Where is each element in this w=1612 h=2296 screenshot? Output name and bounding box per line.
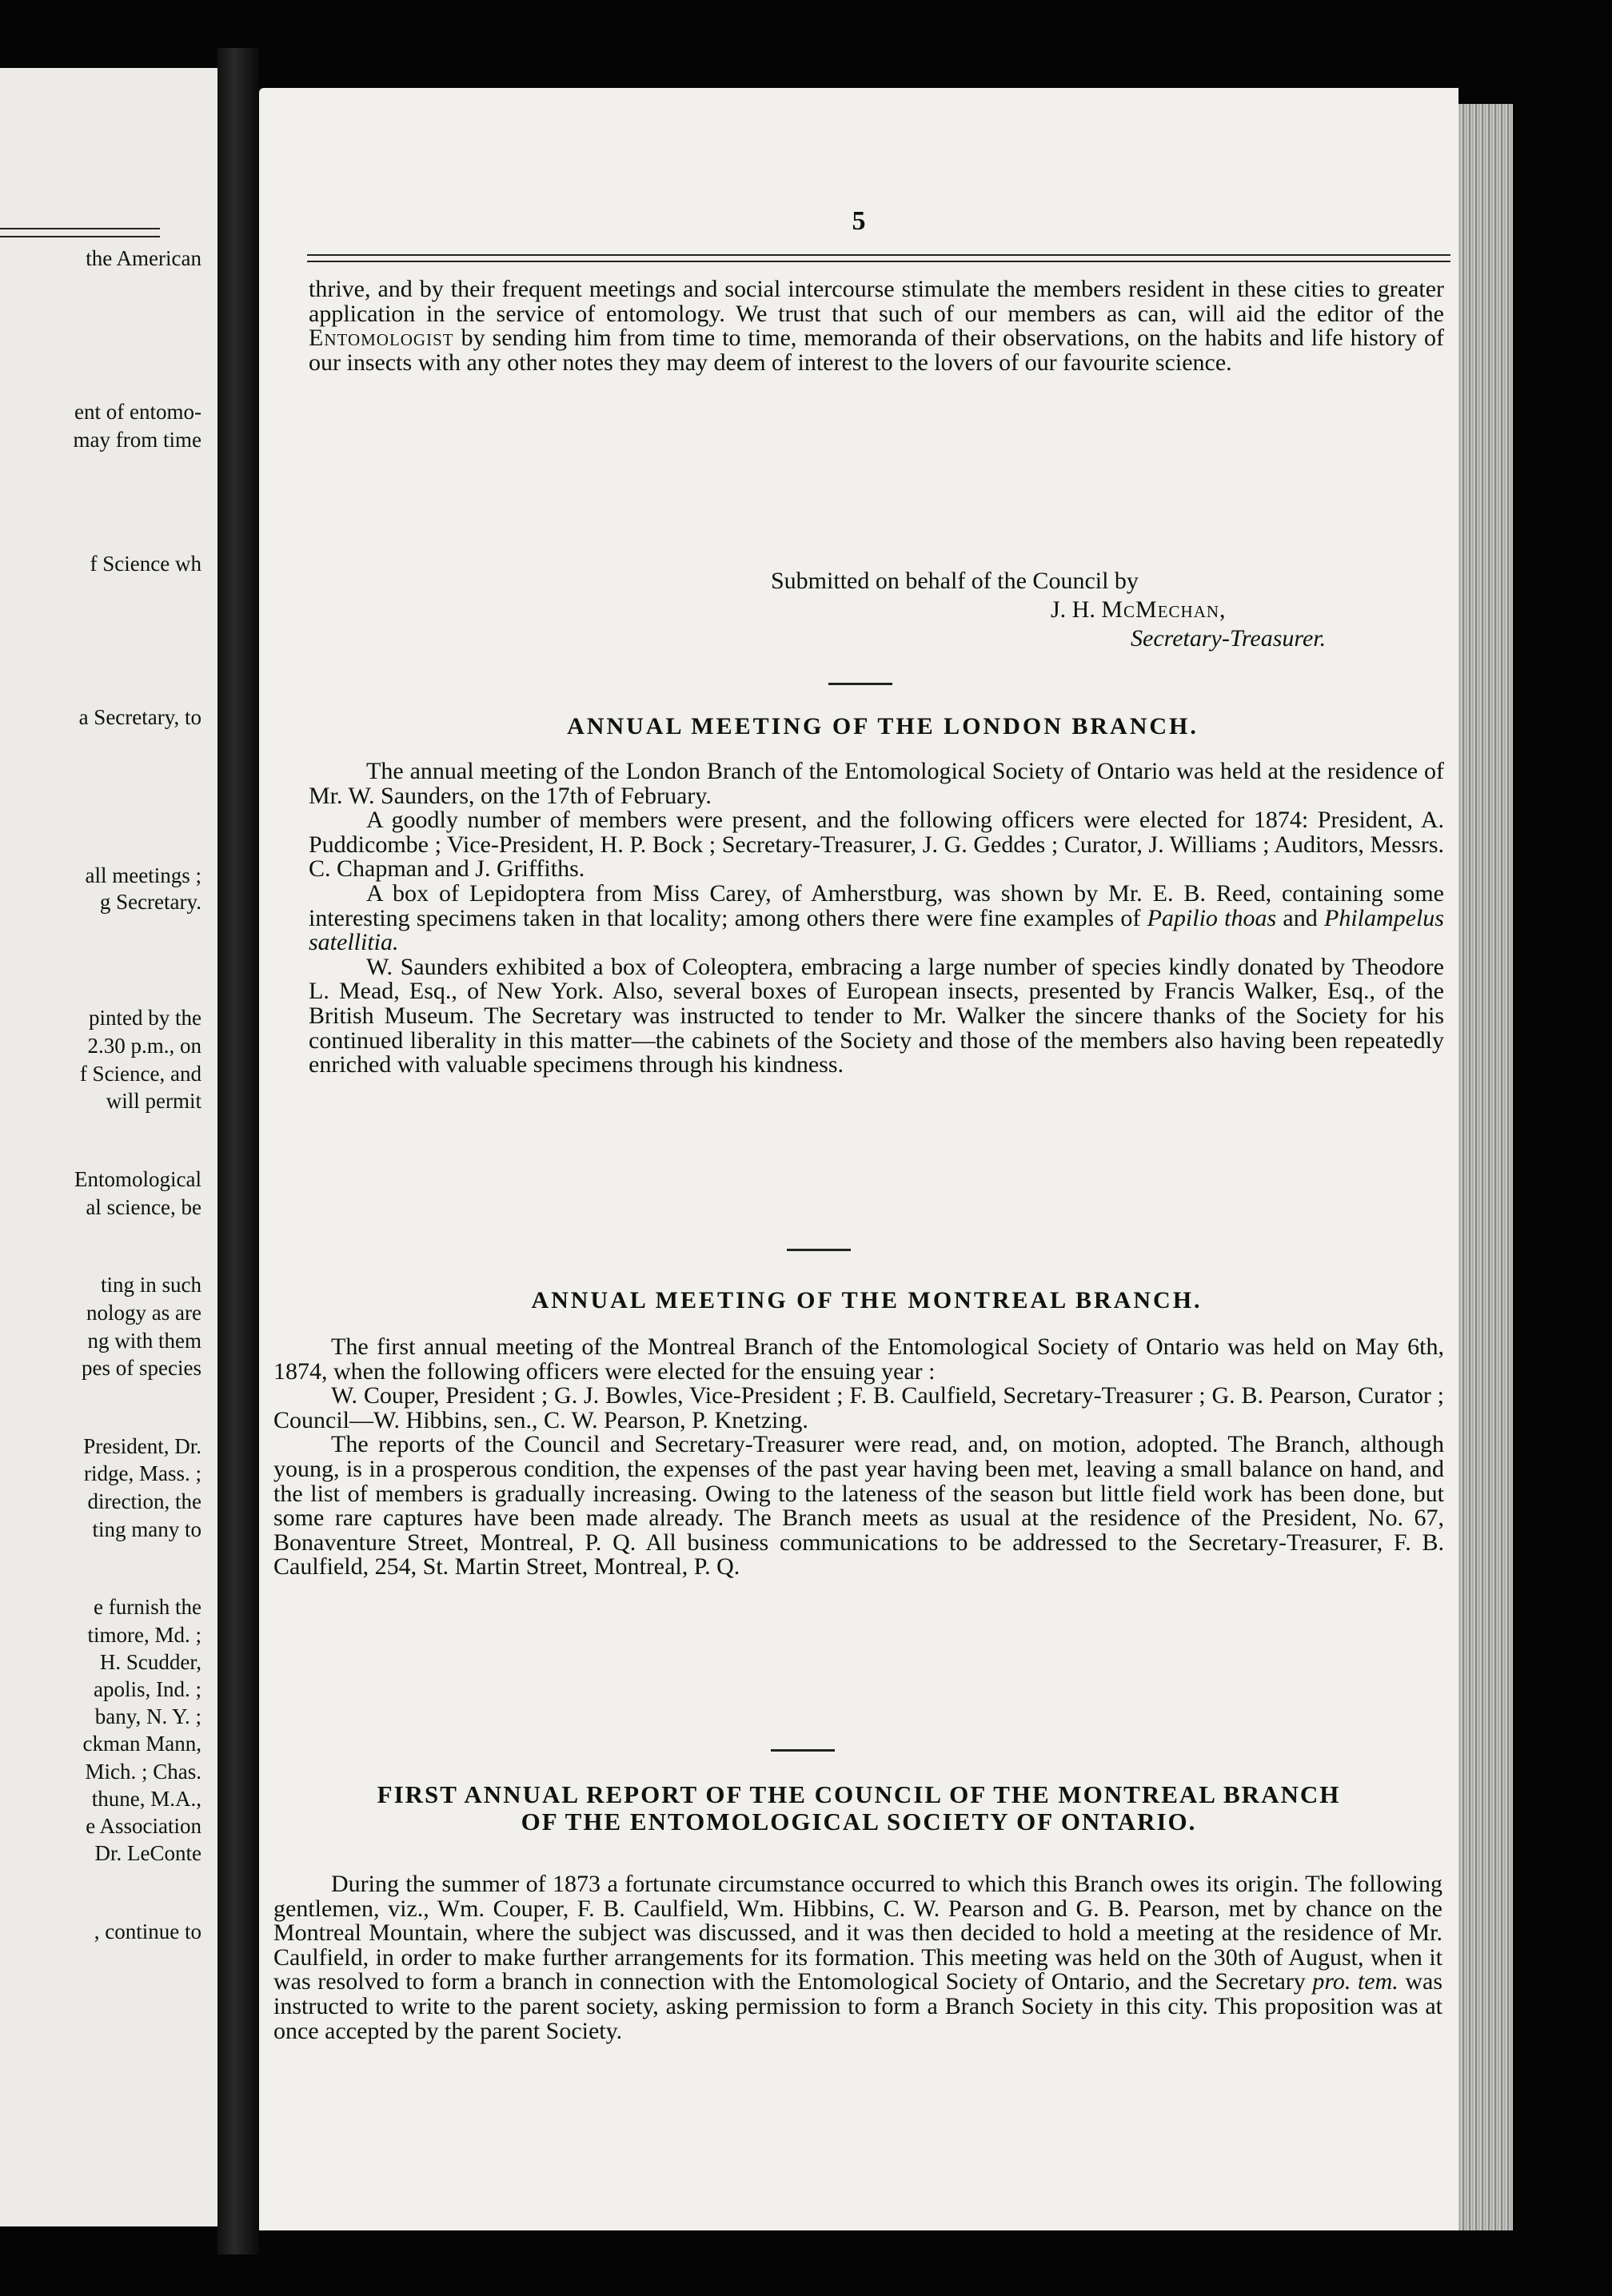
left-page-header-rule — [0, 228, 160, 229]
main-page — [259, 88, 1458, 2230]
left-page-text-fragment: f Science, and — [79, 1062, 202, 1086]
london-p3-conj: and — [1276, 904, 1324, 931]
report-heading-line-1: FIRST ANNUAL REPORT OF THE COUNCIL OF THE MONTREAL BRANCH — [377, 1780, 1341, 1808]
left-page-text-fragment: thune, M.A., — [91, 1787, 202, 1811]
left-page-text-fragment: Dr. LeConte — [94, 1841, 202, 1865]
left-page-text-fragment: may from time — [73, 428, 202, 452]
left-page-text-fragment: ridge, Mass. ; — [84, 1461, 202, 1485]
left-page-text-fragment: will permit — [106, 1089, 202, 1113]
london-paragraph-2: A goodly number of members were present, and the following officers were elected for 1874: President, A. Puddicombe ; Vice-President, H. P. Bock ; Secretary-Treasurer, J. G. Geddes ; Curator, J. Williams ; Auditors, Messrs. C. Chapman and J. Griffiths. — [309, 807, 1444, 883]
left-page-text-fragment: 2.30 p.m., on — [87, 1034, 202, 1058]
signature-initials: J. H. — [1051, 596, 1102, 623]
left-page-text-fragment: Entomological — [74, 1167, 202, 1191]
report-text-end: was instructed to write to the parent society, asking permission to form a Branch Society in this city. This proposition was at once accepted by the parent Society. — [273, 1968, 1442, 2044]
page-number: 5 — [852, 206, 866, 236]
section-divider — [787, 1249, 851, 1251]
left-page-text-fragment: ting many to — [92, 1517, 202, 1541]
pro-tem: pro. tem. — [1312, 1968, 1399, 1995]
montreal-paragraph-1: The first annual meeting of the Montreal Branch of the Entomological Society of Ontario was held on May 6th, 1874, when the following officers were elected for the ensuing year : — [273, 1333, 1444, 1385]
left-page-text-fragment: ckman Mann, — [82, 1732, 202, 1756]
page-edges — [1458, 104, 1513, 2230]
left-page-text-fragment: H. Scudder, — [99, 1650, 202, 1674]
report-paragraph-1 — [273, 1872, 1442, 2043]
report-heading — [275, 1781, 1442, 1836]
montreal-section — [273, 1335, 1444, 1580]
left-page-text-fragment: a Secretary, to — [78, 705, 202, 729]
montreal-heading: ANNUAL MEETING OF THE MONTREAL BRANCH. — [531, 1287, 1203, 1313]
left-page-text-fragment: bany, N. Y. ; — [94, 1704, 202, 1728]
left-page-text-fragment: nology as are — [86, 1301, 202, 1325]
header-rule — [307, 261, 1450, 262]
left-page-text-fragment: pinted by the — [89, 1006, 202, 1030]
montreal-paragraph-2: W. Couper, President ; G. J. Bowles, Vice-President ; F. B. Caulfield, Secretary-Treasurer ; G. B. Pearson, Curator ; Council—W. Hibbins, sen., C. W. Pearson, P. Knetzing. — [273, 1382, 1444, 1433]
left-page-text-fragment: Mich. ; Chas. — [85, 1760, 202, 1784]
london-heading: ANNUAL MEETING OF THE LONDON BRANCH. — [567, 713, 1199, 739]
london-paragraph-3 — [309, 879, 1444, 956]
left-page-text-fragment: e furnish the — [94, 1595, 202, 1619]
left-page-text-fragment: ng with them — [87, 1329, 202, 1353]
left-page-text-fragment: direction, the — [87, 1489, 202, 1513]
signature-surname: McMechan, — [1101, 596, 1227, 623]
book-gutter — [217, 48, 259, 2254]
left-page-fragment — [0, 68, 217, 2226]
left-page-text-fragment: al science, be — [86, 1195, 202, 1219]
left-page-text-fragment: pes of species — [82, 1356, 202, 1380]
left-page-header-rule — [0, 236, 160, 237]
left-page-text-fragment: , continue to — [94, 1919, 202, 1943]
montreal-paragraph-3: The reports of the Council and Secretary-Treasurer were read, and, on motion, adopted. The Branch, although young, is in a prosperous condition, the expenses of the past year having been met, leaving a small balance on hand, and the list of members is gradually increasing. Owing to the lateness of the season but little field work has been done, but some rare captures have been made already. The Branch meets as usual at the residence of the President, No. 67, Bonaventure Street, Montreal, P. Q. All business communications to be addressed to the Secretary-Treasurer, F. B. Caulfield, 254, St. Martin Street, Montreal, P. Q. — [273, 1431, 1444, 1580]
london-section — [309, 759, 1444, 1078]
report-heading-line-2: OF THE ENTOMOLOGICAL SOCIETY OF ONTARIO. — [521, 1808, 1197, 1836]
left-page-text-fragment: timore, Md. ; — [87, 1623, 202, 1647]
header-rule — [307, 254, 1450, 256]
london-paragraph-1: The annual meeting of the London Branch of the Entomological Society of Ontario was held at the residence of Mr. W. Saunders, on the 17th of February. — [309, 758, 1444, 809]
report-section — [273, 1872, 1442, 2043]
signature-line: Submitted on behalf of the Council by — [771, 568, 1139, 594]
section-divider — [828, 683, 892, 685]
intro-text: thrive, and by their frequent meetings and social intercourse stimulate the members resident in these cities to greater application in the service of entomology. We trust that such of our members as can, will aid the editor of the — [309, 276, 1444, 327]
entomologist-title: Entomologist — [309, 325, 454, 352]
left-page-text-fragment: the American — [86, 246, 202, 270]
species-name: Philampelus satellitia. — [309, 904, 1444, 956]
species-name: Papilio thoas — [1147, 904, 1277, 931]
london-paragraph-4: W. Saunders exhibited a box of Coleoptera, embracing a large number of species kindly donated by Theodore L. Mead, Esq., of New York. Also, several boxes of European insects, presented by Francis Walker, Esq., of the British Museum. The Secretary was instructed to tender to Mr. Walker the sincere thanks of the Society for his continued liberality in this matter—the cabinets of the Society and those of the members also having been repeatedly enriched with valuable specimens through his kindness. — [309, 953, 1444, 1078]
left-page-text-fragment: ting in such — [101, 1273, 202, 1297]
signature-name — [1051, 596, 1227, 624]
left-page-text-fragment: f Science wh — [90, 552, 202, 576]
report-text: During the summer of 1873 a fortunate circumstance occurred to which this Branch owes its origin. The following gentlemen, viz., Wm. Couper, F. B. Caulfield, Wm. Hibbins, C. W. Pearson and G. B. Pearson, met by chance on the Montreal Mountain, where the subject was discussed, and it was then decided to hold a meeting at the residence of Mr. Caulfield, in order to make further arrangements for its formation. This meeting was held on the 30th of August, when it was resolved to form a branch in connection with the Entomological Society of Ontario, and the Secretary — [273, 1871, 1442, 1995]
section-divider — [771, 1749, 835, 1752]
london-p3-text: A box of Lepidoptera from Miss Carey, of Amherstburg, was shown by Mr. E. B. Reed, containing some interesting specimens taken in that locality; among others there were fine examples of — [309, 879, 1444, 931]
left-page-text-fragment: g Secretary. — [99, 890, 202, 914]
signature-title: Secretary-Treasurer. — [1131, 625, 1327, 652]
left-page-text-fragment: President, Dr. — [83, 1434, 202, 1458]
left-page-text-fragment: all meetings ; — [85, 863, 202, 887]
left-page-text-fragment: apolis, Ind. ; — [94, 1677, 202, 1701]
intro-text-end: by sending him from time to time, memoranda of their observations, on the habits and life history of our insects with any other notes they may deem of interest to the lovers of our favourite science. — [309, 325, 1444, 376]
left-page-text-fragment: ent of entomo- — [74, 400, 202, 424]
left-page-text-fragment: e Association — [86, 1814, 202, 1838]
intro-paragraph — [309, 277, 1444, 375]
